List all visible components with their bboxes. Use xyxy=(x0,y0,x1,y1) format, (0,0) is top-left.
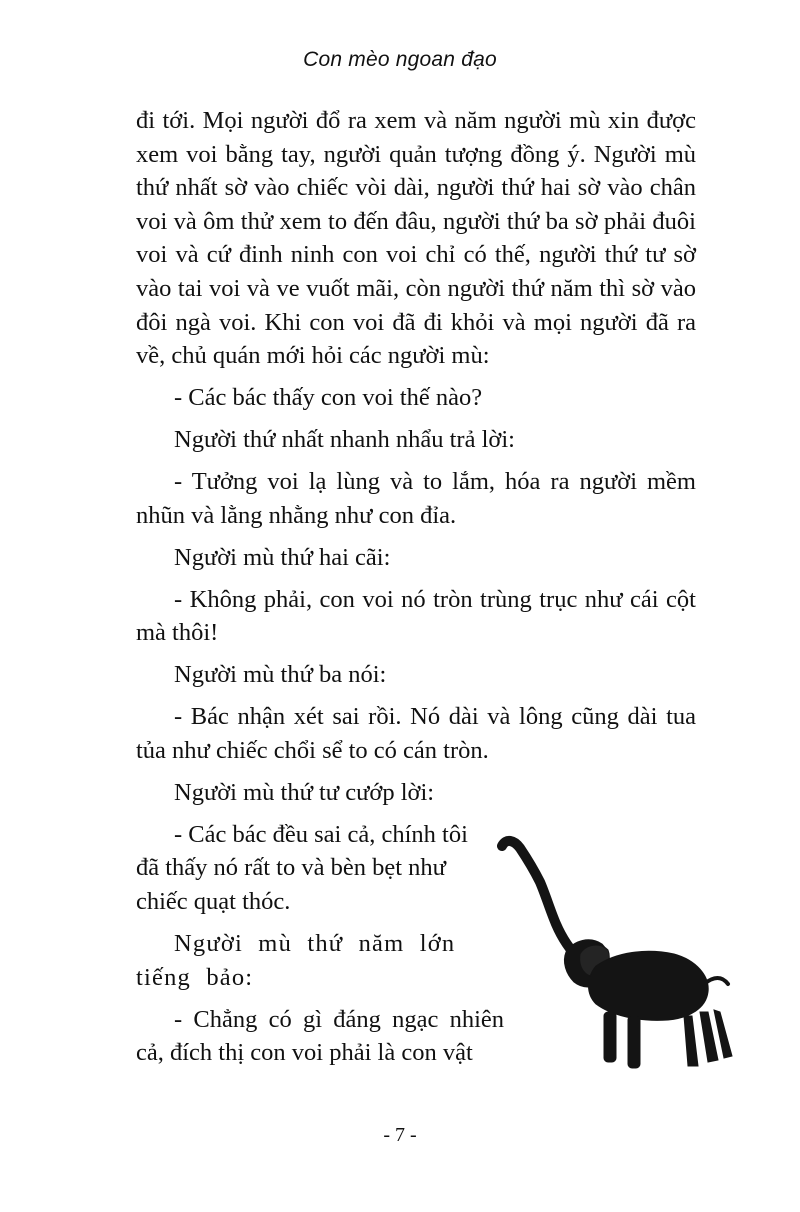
paragraph-dialogue: - Không phải, con voi nó tròn trùng trục như cái cột mà thôi! xyxy=(136,585,696,647)
paragraph-narration: đi tới. Mọi người đổ ra xem và năm người mù xin được xem voi bằng tay, người quản tượng đồng ý. Người mù thứ nhất sờ vào chiếc vòi dài, người thứ hai sờ vào chân voi và ôm thử xem to đến đâu, người thứ ba sờ phải đuôi voi và cứ đinh ninh con voi chỉ có thế, người thứ tư sờ vào tai voi và ve vuốt mãi, còn người thứ năm thì sờ vào đôi ngà voi. Khi con voi đã đi khỏi và mọi người đã ra về, chủ quán mới hỏi các người mù: xyxy=(136,107,696,370)
paragraph-narration: Người thứ nhất nhanh nhẩu trả lời: xyxy=(174,426,515,454)
elephant-illustration xyxy=(488,826,738,1096)
paragraph-narration: Người mù thứ tư cướp lời: xyxy=(174,778,435,806)
paragraph-dialogue: - Bác nhận xét sai rồi. Nó dài và lông cũng dài tua tủa như chiếc chổi sể to có cán tròn. xyxy=(136,703,696,764)
paragraph-dialogue: - Chẳng có gì đáng ngạc nhiên cả, đích thị con voi phải là con vật xyxy=(136,1005,504,1067)
paragraph-narration: Người mù thứ hai cãi: xyxy=(174,543,391,571)
running-header: Con mèo ngoan đạo xyxy=(303,48,497,71)
elephant-icon xyxy=(502,841,732,1068)
paragraph-dialogue: - Tưởng voi lạ lùng và to lắm, hóa ra người mềm nhũn và lằng nhằng như con đỉa. xyxy=(136,468,696,529)
page-number: - 7 - xyxy=(383,1124,417,1146)
paragraph-narration: Người mù thứ năm lớn tiếng bảo: xyxy=(136,929,456,991)
paragraph-dialogue: - Các bác đều sai cả, chính tôi đã thấy nó rất to và bèn bẹt như chiếc quạt thóc. xyxy=(136,820,468,915)
paragraph-dialogue: - Các bác thấy con voi thế nào? xyxy=(174,384,483,412)
paragraph-narration: Người mù thứ ba nói: xyxy=(174,661,387,689)
